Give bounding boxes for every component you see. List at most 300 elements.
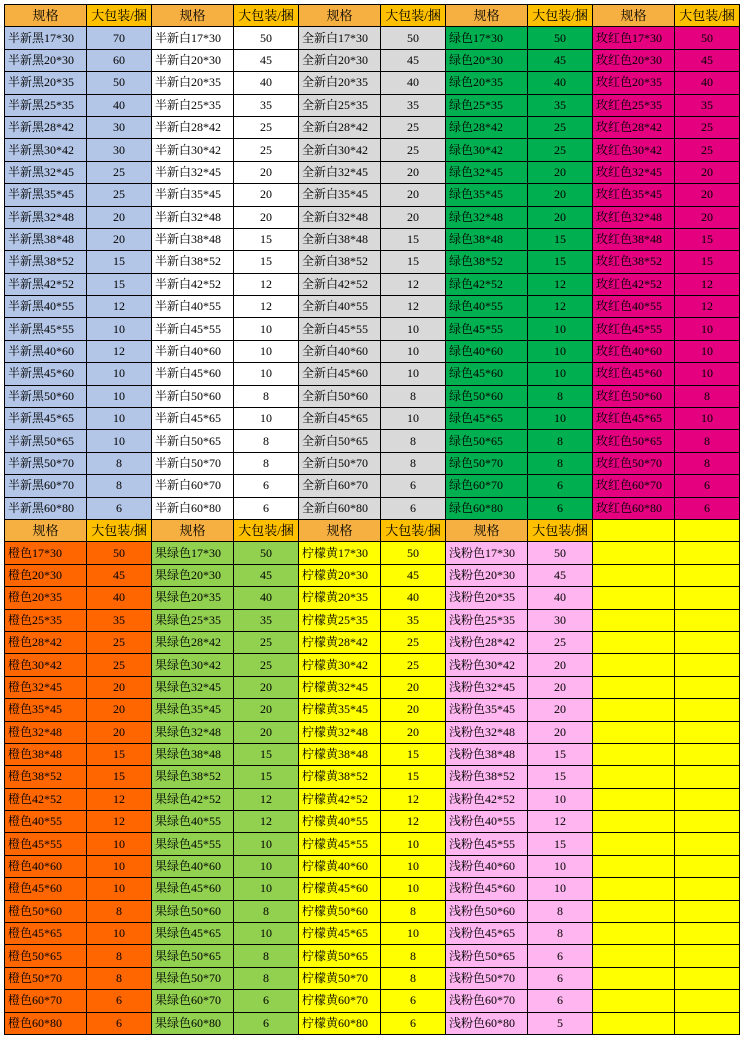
pack-qty-cell: 10 (381, 923, 446, 945)
empty-cell (675, 1012, 740, 1034)
spec-cell: 绿色17*30 (446, 27, 528, 49)
spec-cell: 全新白40*60 (299, 340, 381, 362)
spec-header: 规格 (593, 5, 675, 27)
pack-qty-cell: 40 (234, 72, 299, 94)
spec-cell: 浅粉色42*52 (446, 788, 528, 810)
spec-cell: 浅粉色45*65 (446, 923, 528, 945)
empty-cell (593, 609, 675, 631)
top_section-header-row (5, 5, 740, 27)
table-row (5, 923, 740, 945)
empty-cell (593, 743, 675, 765)
pack-qty-cell: 20 (87, 228, 152, 250)
empty-cell (675, 945, 740, 967)
spec-cell: 橙色42*52 (5, 788, 87, 810)
spec-cell: 橙色60*70 (5, 990, 87, 1012)
empty-cell (593, 990, 675, 1012)
pack-qty-cell: 6 (528, 497, 593, 519)
pack-qty-cell: 20 (234, 206, 299, 228)
pack-qty-cell: 12 (675, 273, 740, 295)
pack-qty-cell: 25 (87, 654, 152, 676)
spec-cell: 半新黑32*45 (5, 161, 87, 183)
spec-cell: 果绿色28*42 (152, 631, 234, 653)
empty-cell (593, 923, 675, 945)
table-row (5, 654, 740, 676)
pack-qty-cell: 25 (528, 139, 593, 161)
spec-cell: 全新白50*65 (299, 430, 381, 452)
spec-cell: 半新白40*60 (152, 340, 234, 362)
pack-qty-cell: 45 (528, 49, 593, 71)
spec-cell: 果绿色30*42 (152, 654, 234, 676)
pack-qty-cell: 30 (87, 139, 152, 161)
pack-qty-cell: 20 (528, 206, 593, 228)
empty-cell (675, 542, 740, 564)
spec-cell: 浅粉色40*55 (446, 811, 528, 833)
spec-cell: 半新白17*30 (152, 27, 234, 49)
empty-cell (675, 900, 740, 922)
spec-cell: 柠檬黄38*52 (299, 766, 381, 788)
empty-cell (593, 542, 675, 564)
spec-cell: 玫红色20*30 (593, 49, 675, 71)
pack-qty-cell: 8 (675, 385, 740, 407)
empty-cell (675, 519, 740, 541)
pack-qty-cell: 10 (528, 788, 593, 810)
spec-cell: 浅粉色28*42 (446, 631, 528, 653)
pack-qty-cell: 12 (381, 296, 446, 318)
spec-cell: 玫红色50*65 (593, 430, 675, 452)
empty-cell (675, 654, 740, 676)
spec-cell: 全新白60*70 (299, 475, 381, 497)
pack-qty-cell: 10 (381, 833, 446, 855)
pack-qty-cell: 10 (87, 430, 152, 452)
spec-cell: 浅粉色32*48 (446, 721, 528, 743)
spec-cell: 绿色38*52 (446, 251, 528, 273)
pack-qty-cell: 15 (87, 766, 152, 788)
spec-cell: 半新白45*65 (152, 408, 234, 430)
pack-qty-cell: 6 (528, 990, 593, 1012)
spec-header: 规格 (152, 5, 234, 27)
spec-cell: 橙色50*70 (5, 967, 87, 989)
pack-qty-cell: 10 (675, 363, 740, 385)
pack-qty-cell: 8 (234, 430, 299, 452)
pack-qty-cell: 12 (675, 296, 740, 318)
spec-cell: 全新白35*45 (299, 184, 381, 206)
spec-cell: 橙色40*60 (5, 855, 87, 877)
spec-cell: 玫红色20*35 (593, 72, 675, 94)
pack-qty-cell: 40 (234, 587, 299, 609)
pack-qty-cell: 45 (234, 564, 299, 586)
spec-cell: 半新黑20*35 (5, 72, 87, 94)
pack-qty-cell: 8 (381, 900, 446, 922)
pack-qty-cell: 6 (528, 475, 593, 497)
pack-qty-cell: 8 (87, 475, 152, 497)
pack-qty-cell: 10 (381, 340, 446, 362)
table-row (5, 609, 740, 631)
table-row (5, 385, 740, 407)
pack-qty-cell: 6 (381, 990, 446, 1012)
spec-cell: 果绿色42*52 (152, 788, 234, 810)
spec-cell: 果绿色50*60 (152, 900, 234, 922)
pack-qty-cell: 50 (234, 27, 299, 49)
pack-qty-cell: 70 (87, 27, 152, 49)
table-row (5, 318, 740, 340)
pack-qty-cell: 8 (87, 452, 152, 474)
pack-qty-cell: 10 (381, 363, 446, 385)
spec-cell: 全新白28*42 (299, 116, 381, 138)
pack-qty-cell: 20 (528, 184, 593, 206)
spec-cell: 半新黑50*60 (5, 385, 87, 407)
pack-qty-cell: 8 (234, 900, 299, 922)
table-row (5, 945, 740, 967)
empty-cell (675, 923, 740, 945)
spec-cell: 柠檬黄40*60 (299, 855, 381, 877)
pack-qty-cell: 10 (87, 923, 152, 945)
pack-qty-cell: 8 (234, 385, 299, 407)
table-row (5, 967, 740, 989)
table-row (5, 497, 740, 519)
pack-qty-cell: 45 (87, 564, 152, 586)
spec-cell: 果绿色40*55 (152, 811, 234, 833)
spec-cell: 半新白25*35 (152, 94, 234, 116)
pack-qty-cell: 25 (528, 631, 593, 653)
spec-cell: 玫红色38*52 (593, 251, 675, 273)
spec-cell: 柠檬黄60*70 (299, 990, 381, 1012)
spec-cell: 全新白32*45 (299, 161, 381, 183)
empty-cell (593, 654, 675, 676)
pack-header: 大包装/捆 (87, 5, 152, 27)
pack-qty-cell: 20 (234, 676, 299, 698)
pack-qty-cell: 12 (234, 811, 299, 833)
pack-qty-cell: 15 (528, 833, 593, 855)
spec-cell: 柠檬黄45*55 (299, 833, 381, 855)
pack-qty-cell: 10 (675, 318, 740, 340)
spec-cell: 半新白45*55 (152, 318, 234, 340)
pack-qty-cell: 50 (87, 72, 152, 94)
pack-qty-cell: 40 (381, 587, 446, 609)
spec-cell: 半新白35*45 (152, 184, 234, 206)
spec-cell: 橙色60*80 (5, 1012, 87, 1034)
table-row (5, 94, 740, 116)
pack-qty-cell: 15 (87, 743, 152, 765)
spec-cell: 全新白38*52 (299, 251, 381, 273)
pack-qty-cell: 20 (675, 184, 740, 206)
spec-cell: 半新黑38*52 (5, 251, 87, 273)
spec-cell: 半新白20*30 (152, 49, 234, 71)
pack-qty-cell: 25 (675, 139, 740, 161)
spec-cell: 半新黑40*55 (5, 296, 87, 318)
spec-cell: 柠檬黄45*65 (299, 923, 381, 945)
pack-qty-cell: 20 (234, 184, 299, 206)
pack-qty-cell: 10 (87, 318, 152, 340)
spec-cell: 半新白50*65 (152, 430, 234, 452)
empty-cell (593, 721, 675, 743)
spec-cell: 绿色40*55 (446, 296, 528, 318)
table-row (5, 116, 740, 138)
spec-cell: 半新白50*70 (152, 452, 234, 474)
pack-qty-cell: 35 (675, 94, 740, 116)
spec-cell: 果绿色38*48 (152, 743, 234, 765)
pack-qty-cell: 10 (234, 878, 299, 900)
table-row (5, 676, 740, 698)
spec-cell: 橙色50*60 (5, 900, 87, 922)
pack-header: 大包装/捆 (528, 519, 593, 541)
spec-cell: 绿色32*48 (446, 206, 528, 228)
spec-cell: 绿色30*42 (446, 139, 528, 161)
empty-cell (675, 564, 740, 586)
table-row (5, 27, 740, 49)
pack-qty-cell: 15 (381, 766, 446, 788)
table-row (5, 363, 740, 385)
pack-qty-cell: 8 (381, 452, 446, 474)
spec-cell: 果绿色38*52 (152, 766, 234, 788)
pack-qty-cell: 30 (528, 609, 593, 631)
pack-qty-cell: 25 (87, 631, 152, 653)
empty-cell (675, 766, 740, 788)
table-row (5, 475, 740, 497)
pack-qty-cell: 25 (381, 654, 446, 676)
table-row (5, 878, 740, 900)
table-row (5, 900, 740, 922)
table-row (5, 855, 740, 877)
pack-qty-cell: 8 (87, 900, 152, 922)
empty-cell (593, 1012, 675, 1034)
pack-qty-cell: 12 (234, 273, 299, 295)
pack-qty-cell: 10 (381, 408, 446, 430)
spec-cell: 柠檬黄32*48 (299, 721, 381, 743)
table-row (5, 766, 740, 788)
spec-cell: 全新白50*70 (299, 452, 381, 474)
spec-cell: 柠檬黄38*48 (299, 743, 381, 765)
pack-qty-cell: 25 (234, 654, 299, 676)
empty-cell (675, 878, 740, 900)
spec-cell: 柠檬黄50*70 (299, 967, 381, 989)
pack-qty-cell: 50 (381, 27, 446, 49)
pack-header: 大包装/捆 (87, 519, 152, 541)
spec-cell: 全新白30*42 (299, 139, 381, 161)
empty-cell (593, 699, 675, 721)
pack-qty-cell: 25 (675, 116, 740, 138)
spec-cell: 玫红色60*70 (593, 475, 675, 497)
spec-cell: 全新白20*35 (299, 72, 381, 94)
spec-cell: 绿色20*35 (446, 72, 528, 94)
spec-cell: 浅粉色20*35 (446, 587, 528, 609)
spec-cell: 半新黑50*65 (5, 430, 87, 452)
spec-cell: 半新黑42*52 (5, 273, 87, 295)
pack-qty-cell: 20 (234, 699, 299, 721)
spec-cell: 半新黑35*45 (5, 184, 87, 206)
spec-cell: 浅粉色40*60 (446, 855, 528, 877)
spec-cell: 半新黑32*48 (5, 206, 87, 228)
pack-qty-cell: 20 (675, 161, 740, 183)
table-row (5, 139, 740, 161)
spec-cell: 浅粉色50*65 (446, 945, 528, 967)
pack-qty-cell: 20 (528, 676, 593, 698)
empty-cell (593, 564, 675, 586)
table-row (5, 49, 740, 71)
spec-cell: 玫红色40*60 (593, 340, 675, 362)
pack-qty-cell: 45 (381, 49, 446, 71)
spec-cell: 半新黑25*35 (5, 94, 87, 116)
pack-qty-cell: 25 (381, 116, 446, 138)
pack-qty-cell: 10 (528, 408, 593, 430)
pack-qty-cell: 10 (87, 855, 152, 877)
spec-header: 规格 (152, 519, 234, 541)
empty-cell (675, 587, 740, 609)
pack-header: 大包装/捆 (381, 5, 446, 27)
spec-cell: 全新白42*52 (299, 273, 381, 295)
pack-qty-cell: 45 (528, 564, 593, 586)
spec-cell: 绿色28*42 (446, 116, 528, 138)
table-row (5, 587, 740, 609)
table-row (5, 542, 740, 564)
spec-cell: 玫红色25*35 (593, 94, 675, 116)
pack-qty-cell: 15 (234, 251, 299, 273)
spec-cell: 浅粉色17*30 (446, 542, 528, 564)
pack-qty-cell: 10 (87, 363, 152, 385)
pack-qty-cell: 25 (381, 631, 446, 653)
table-row (5, 564, 740, 586)
pack-qty-cell: 8 (528, 923, 593, 945)
spec-cell: 半新白42*52 (152, 273, 234, 295)
spec-cell: 全新白17*30 (299, 27, 381, 49)
spec-cell: 绿色45*65 (446, 408, 528, 430)
pack-qty-cell: 15 (528, 228, 593, 250)
pack-qty-cell: 8 (381, 385, 446, 407)
spec-cell: 绿色40*60 (446, 340, 528, 362)
spec-cell: 橙色25*35 (5, 609, 87, 631)
spec-cell: 绿色45*60 (446, 363, 528, 385)
pack-qty-cell: 40 (87, 94, 152, 116)
pack-qty-cell: 15 (381, 251, 446, 273)
pack-qty-cell: 45 (675, 49, 740, 71)
spec-cell: 果绿色20*35 (152, 587, 234, 609)
pack-header: 大包装/捆 (234, 519, 299, 541)
pack-qty-cell: 8 (528, 430, 593, 452)
spec-cell: 柠檬黄32*45 (299, 676, 381, 698)
pack-qty-cell: 10 (381, 318, 446, 340)
pack-qty-cell: 20 (528, 654, 593, 676)
pack-qty-cell: 45 (234, 49, 299, 71)
spec-cell: 半新黑30*42 (5, 139, 87, 161)
pack-qty-cell: 8 (381, 430, 446, 452)
pack-qty-cell: 6 (381, 497, 446, 519)
pack-qty-cell: 10 (528, 318, 593, 340)
spec-cell: 柠檬黄40*55 (299, 811, 381, 833)
pack-qty-cell: 20 (87, 206, 152, 228)
table-row (5, 273, 740, 295)
spec-cell: 果绿色50*65 (152, 945, 234, 967)
spec-cell: 橙色40*55 (5, 811, 87, 833)
pack-qty-cell: 10 (234, 923, 299, 945)
spec-cell: 半新白60*80 (152, 497, 234, 519)
spec-cell: 玫红色42*52 (593, 273, 675, 295)
pack-qty-cell: 12 (87, 811, 152, 833)
empty-cell (675, 631, 740, 653)
pack-qty-cell: 10 (87, 833, 152, 855)
pack-qty-cell: 25 (528, 116, 593, 138)
pack-qty-cell: 40 (381, 72, 446, 94)
pack-qty-cell: 15 (381, 228, 446, 250)
pack-qty-cell: 15 (381, 743, 446, 765)
spec-cell: 半新白38*48 (152, 228, 234, 250)
pack-qty-cell: 6 (381, 475, 446, 497)
spec-header: 规格 (299, 5, 381, 27)
bottom_section-header-row (5, 519, 740, 541)
pack-qty-cell: 15 (528, 251, 593, 273)
spec-cell: 浅粉色30*42 (446, 654, 528, 676)
pack-qty-cell: 20 (528, 721, 593, 743)
pack-qty-cell: 15 (234, 766, 299, 788)
pack-qty-cell: 8 (675, 452, 740, 474)
spec-cell: 玫红色38*48 (593, 228, 675, 250)
spec-cell: 果绿色50*70 (152, 967, 234, 989)
pack-qty-cell: 8 (234, 945, 299, 967)
spec-cell: 全新白20*30 (299, 49, 381, 71)
pack-qty-cell: 15 (87, 251, 152, 273)
size-pack-table (4, 4, 740, 1035)
spec-cell: 果绿色17*30 (152, 542, 234, 564)
empty-cell (675, 699, 740, 721)
pack-qty-cell: 8 (381, 967, 446, 989)
table-row (5, 72, 740, 94)
spec-cell: 浅粉色50*60 (446, 900, 528, 922)
empty-cell (593, 788, 675, 810)
spec-cell: 橙色32*45 (5, 676, 87, 698)
spec-cell: 柠檬黄30*42 (299, 654, 381, 676)
pack-qty-cell: 25 (234, 116, 299, 138)
pack-qty-cell: 12 (381, 273, 446, 295)
spec-cell: 橙色45*55 (5, 833, 87, 855)
pack-qty-cell: 6 (675, 497, 740, 519)
spec-cell: 半新白60*70 (152, 475, 234, 497)
pack-qty-cell: 10 (675, 408, 740, 430)
empty-cell (593, 967, 675, 989)
spec-cell: 浅粉色50*70 (446, 967, 528, 989)
spec-cell: 半新黑45*65 (5, 408, 87, 430)
pack-qty-cell: 12 (528, 296, 593, 318)
pack-qty-cell: 10 (87, 385, 152, 407)
pack-qty-cell: 45 (381, 564, 446, 586)
spec-cell: 全新白32*48 (299, 206, 381, 228)
pack-qty-cell: 10 (234, 833, 299, 855)
empty-cell (593, 676, 675, 698)
empty-cell (593, 900, 675, 922)
spec-cell: 半新白30*42 (152, 139, 234, 161)
pack-qty-cell: 10 (528, 340, 593, 362)
table-row (5, 699, 740, 721)
pack-qty-cell: 10 (87, 878, 152, 900)
pack-qty-cell: 40 (87, 587, 152, 609)
table-row (5, 251, 740, 273)
pack-qty-cell: 10 (381, 878, 446, 900)
spec-cell: 果绿色35*45 (152, 699, 234, 721)
pack-qty-cell: 10 (528, 363, 593, 385)
spec-cell: 绿色50*70 (446, 452, 528, 474)
spec-cell: 绿色50*60 (446, 385, 528, 407)
pack-qty-cell: 10 (234, 855, 299, 877)
spec-cell: 浅粉色32*45 (446, 676, 528, 698)
pack-qty-cell: 50 (675, 27, 740, 49)
empty-cell (675, 721, 740, 743)
pack-qty-cell: 35 (381, 609, 446, 631)
spec-cell: 玫红色45*60 (593, 363, 675, 385)
pack-qty-cell: 8 (675, 430, 740, 452)
spec-cell: 玫红色30*42 (593, 139, 675, 161)
spec-cell: 柠檬黄50*60 (299, 900, 381, 922)
pack-qty-cell: 25 (234, 631, 299, 653)
pack-qty-cell: 20 (381, 206, 446, 228)
spec-header: 规格 (299, 519, 381, 541)
pack-qty-cell: 15 (528, 743, 593, 765)
